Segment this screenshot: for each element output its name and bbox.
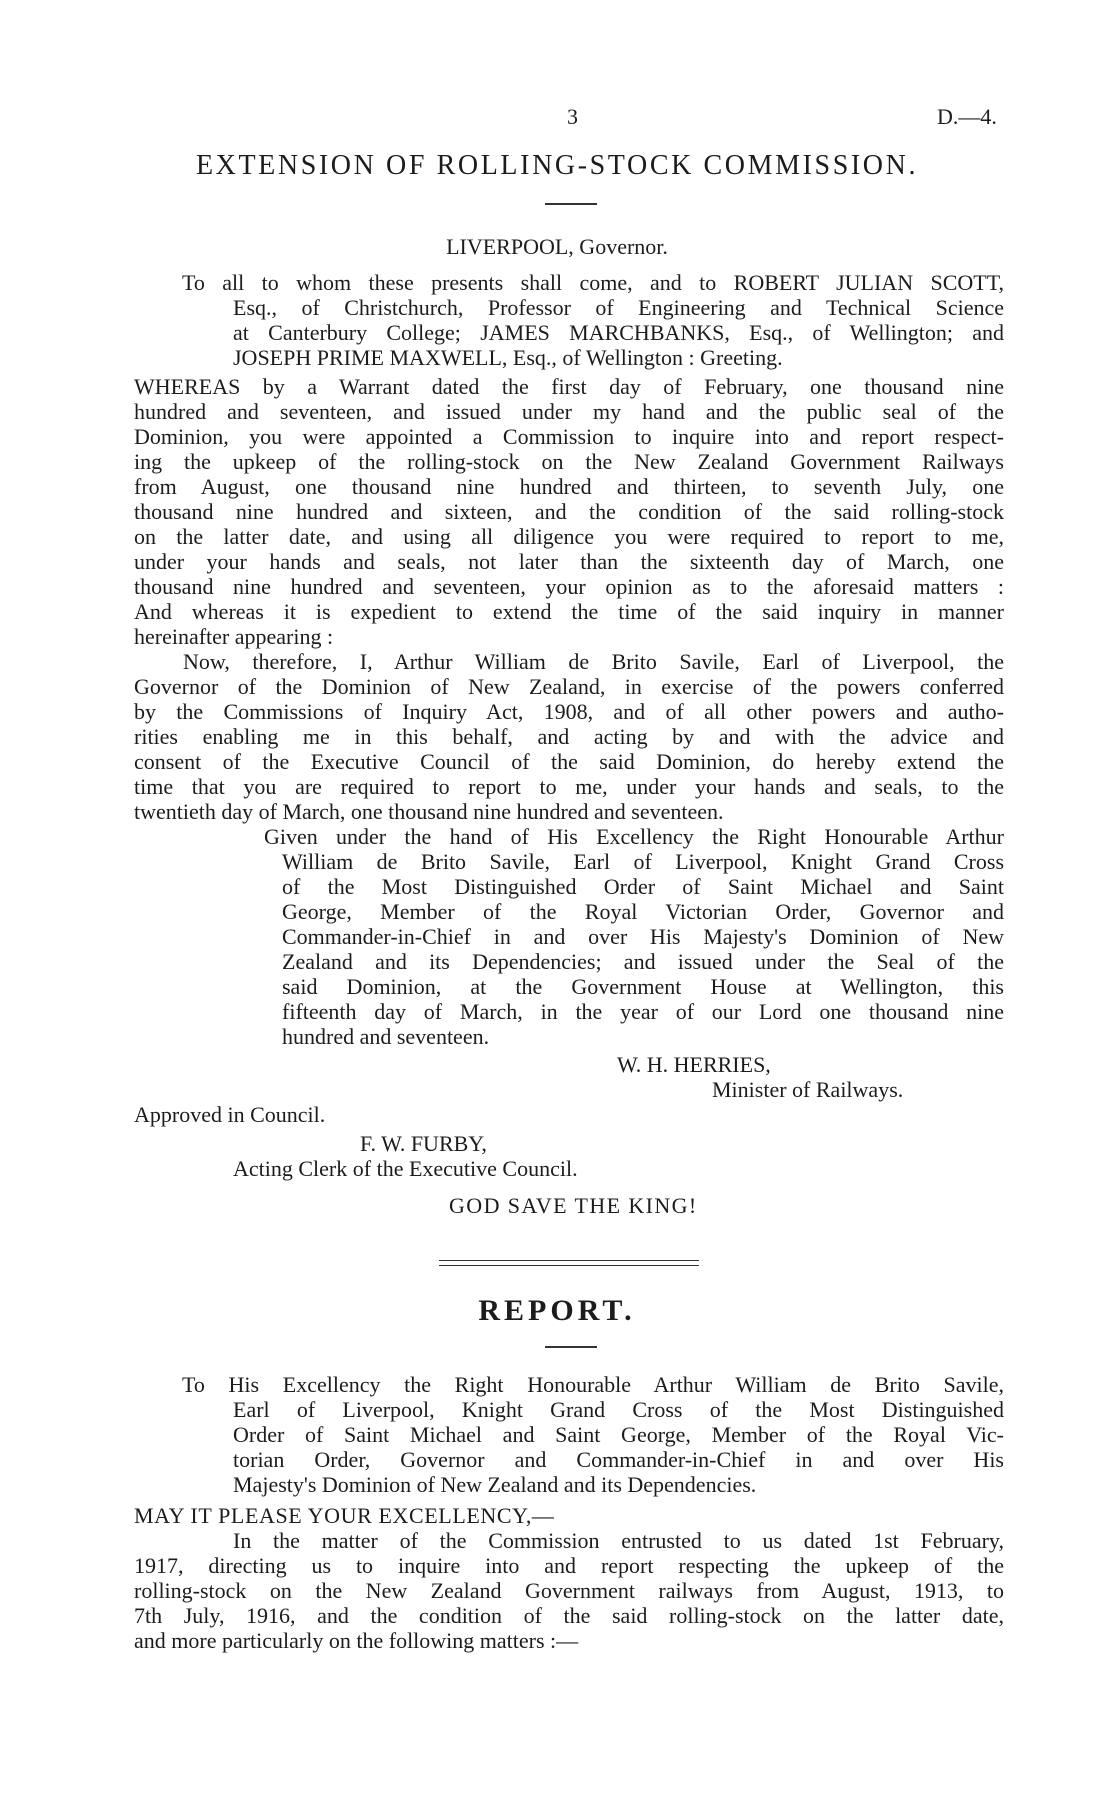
given-under-line: Commander-in-Chief in and over His Majesty's Dominion of New [282, 924, 1004, 949]
address-line-3: at Canterbury College; JAMES MARCHBANKS, Esq., of Wellington; and [233, 320, 1004, 345]
now-therefore-line: time that you are required to report to me, under your hands and seals, to the [134, 774, 1004, 799]
given-under-line: of the Most Distinguished Order of Saint Michael and Saint [282, 874, 1004, 899]
document-code: D.—4. [937, 104, 997, 129]
now-therefore-line: Now, therefore, I, Arthur William de Brito Savile, Earl of Liverpool, the [183, 649, 1004, 674]
signatory-title: Minister of Railways. [712, 1077, 904, 1102]
report-address-line: torian Order, Governor and Commander-in-Chief in and over His [233, 1447, 1004, 1472]
section-separator-top [439, 1260, 699, 1261]
address-line-4: JOSEPH PRIME MAXWELL, Esq., of Wellington : Greeting. [233, 345, 783, 370]
governor-line: LIVERPOOL, Governor. [446, 234, 668, 259]
whereas-line: thousand nine hundred and seventeen, your opinion as to the aforesaid matters : [134, 574, 1004, 599]
whereas-line: ing the upkeep of the rolling-stock on the New Zealand Government Railways [134, 449, 1004, 474]
address-line-1: To all to whom these presents shall come, and to ROBERT JULIAN SCOTT, [182, 270, 1004, 295]
whereas-line: And whereas it is expedient to extend the time of the said inquiry in manner [134, 599, 1004, 624]
report-body-line: and more particularly on the following matters :— [134, 1628, 579, 1653]
page-title: EXTENSION OF ROLLING-STOCK COMMISSION. [195, 150, 919, 181]
given-under-line: said Dominion, at the Government House at Wellington, this [282, 974, 1004, 999]
report-body-line: 1917, directing us to inquire into and report respecting the upkeep of the [134, 1553, 1004, 1578]
whereas-line: hundred and seventeen, and issued under my hand and the public seal of the [134, 399, 1004, 424]
now-therefore-line: twentieth day of March, one thousand nine hundred and seventeen. [134, 799, 724, 824]
whereas-line: on the latter date, and using all diligence you were required to report to me, [134, 524, 1004, 549]
given-under-line: Zealand and its Dependencies; and issued under the Seal of the [282, 949, 1004, 974]
whereas-line: hereinafter appearing : [134, 624, 334, 649]
clerk-name: F. W. FURBY, [360, 1131, 487, 1156]
report-body-line: In the matter of the Commission entrusted to us dated 1st February, [233, 1528, 1004, 1553]
whereas-line: thousand nine hundred and sixteen, and the condition of the said rolling-stock [134, 499, 1004, 524]
whereas-line: under your hands and seals, not later than the sixteenth day of March, one [134, 549, 1004, 574]
report-address-line: To His Excellency the Right Honourable Arthur William de Brito Savile, [182, 1372, 1004, 1397]
salutation: MAY IT PLEASE YOUR EXCELLENCY,— [134, 1503, 555, 1528]
report-body-line: 7th July, 1916, and the condition of the said rolling-stock on the latter date, [134, 1603, 1004, 1628]
approved-in-council: Approved in Council. [134, 1102, 326, 1127]
given-under-line: William de Brito Savile, Earl of Liverpool, Knight Grand Cross [282, 849, 1004, 874]
whereas-line: from August, one thousand nine hundred and thirteen, to seventh July, one [134, 474, 1004, 499]
title-rule [545, 203, 597, 205]
report-address-line: Earl of Liverpool, Knight Grand Cross of the Most Distinguished [233, 1397, 1004, 1422]
clerk-title: Acting Clerk of the Executive Council. [233, 1156, 578, 1181]
now-therefore-line: by the Commissions of Inquiry Act, 1908, and of all other powers and autho- [134, 699, 1004, 724]
signatory-name: W. H. HERRIES, [617, 1052, 771, 1077]
given-under-line: George, Member of the Royal Victorian Order, Governor and [282, 899, 1004, 924]
section-separator-bottom [439, 1265, 699, 1266]
now-therefore-line: rities enabling me in this behalf, and acting by and with the advice and [134, 724, 1004, 749]
report-heading: REPORT. [478, 1294, 636, 1327]
report-address-line: Majesty's Dominion of New Zealand and its Dependencies. [233, 1472, 757, 1497]
now-therefore-line: Governor of the Dominion of New Zealand, in exercise of the powers conferred [134, 674, 1004, 699]
given-under-line: Given under the hand of His Excellency the Right Honourable Arthur [264, 824, 1004, 849]
whereas-line: WHEREAS by a Warrant dated the first day of February, one thousand nine [134, 374, 1004, 399]
report-rule [545, 1346, 597, 1348]
report-address-line: Order of Saint Michael and Saint George, Member of the Royal Vic- [233, 1422, 1004, 1447]
whereas-line: Dominion, you were appointed a Commission to inquire into and report respect- [134, 424, 1004, 449]
given-under-line: hundred and seventeen. [282, 1024, 490, 1049]
page-number: 3 [567, 104, 578, 129]
god-save-the-king: GOD SAVE THE KING! [449, 1193, 698, 1218]
address-line-2: Esq., of Christchurch, Professor of Engineering and Technical Science [233, 295, 1004, 320]
given-under-line: fifteenth day of March, in the year of our Lord one thousand nine [282, 999, 1004, 1024]
now-therefore-line: consent of the Executive Council of the said Dominion, do hereby extend the [134, 749, 1004, 774]
report-body-line: rolling-stock on the New Zealand Government railways from August, 1913, to [134, 1578, 1004, 1603]
